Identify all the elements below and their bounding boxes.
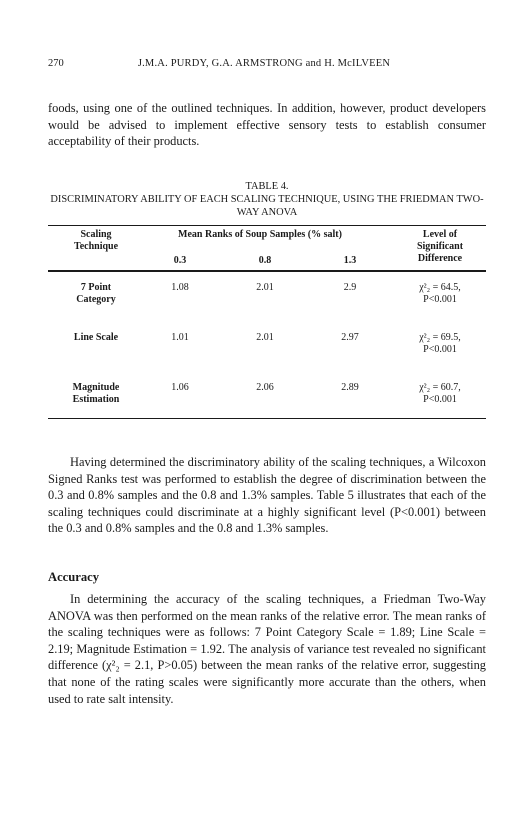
running-title: J.M.A. PURDY, G.A. ARMSTRONG and H. McILVEEN: [137, 58, 391, 69]
body-paragraph: In determining the accuracy of the scaling techniques, a Friedman Two-Way ANOVA was then performed on the mean ranks of the relative error. The mean ranks of the scaling techniques were as follows: 7 Point Category Scale = 1.89; Line Scale = 2.19; Magnitude Estimation = 1.92. The analysis of variance test revealed no significant difference (χ²₂ = 2.1, P>0.05) between the mean ranks of the relative error, suggesting that none of the rating scales were significantly more accurate than the others, when used to rate salt intensity.: [48, 592, 486, 706]
table-cell: 1.08: [171, 282, 189, 293]
table-cell: 1.01: [171, 332, 189, 343]
body-paragraph: Having determined the discriminatory ability of the scaling techniques, a Wilcoxon Signed Ranks test was performed to establish the degree of discrimination between the 0.3 and 0.8% samples and the 0.8 and 1.3% samples. Table 5 illustrates that each of the scaling techniques could discriminate at a highly significant level (P<0.001) between the 0.3 and 0.8% samples and the 0.8 and 1.3% samples.: [48, 455, 486, 536]
col-header-mean-ranks: Mean Ranks of Soup Samples (% salt): [178, 229, 342, 240]
page-number: 270: [48, 58, 64, 69]
section-heading: Accuracy: [48, 570, 100, 584]
table-row-technique: Magnitude Estimation: [72, 382, 120, 405]
table-cell: 2.97: [341, 332, 359, 343]
table-cell-significance: χ²₂ = 64.5, P<0.001: [419, 282, 461, 305]
table-header-rule: [48, 270, 486, 272]
col-header-technique: Scaling Technique: [73, 229, 119, 252]
table-cell: 2.9: [343, 282, 357, 293]
table-row-technique: 7 Point Category: [76, 282, 116, 305]
table-cell: 1.06: [171, 382, 189, 393]
table-row-technique: Line Scale: [73, 332, 119, 343]
table-top-rule: [48, 225, 486, 226]
table-bottom-rule: [48, 418, 486, 419]
table-cell-significance: χ²₂ = 69.5, P<0.001: [419, 332, 461, 355]
table-cell: 2.01: [256, 332, 274, 343]
table-cell: 2.06: [256, 382, 274, 393]
table-cell: 2.01: [256, 282, 274, 293]
intro-paragraph: foods, using one of the outlined techniques. In addition, however, product developers would be advised to implement effective sensory tests to establish consumer acceptability of their products.: [48, 101, 486, 149]
col-header-sample-2: 0.8: [258, 255, 272, 266]
col-header-sample-3: 1.3: [343, 255, 357, 266]
page-header: [48, 58, 480, 74]
table-number: TABLE 4.: [245, 181, 289, 192]
table-title: DISCRIMINATORY ABILITY OF EACH SCALING TECHNIQUE, USING THE FRIEDMAN TWO-WAY ANOVA: [50, 194, 484, 218]
col-header-significance: Level of Significant Difference: [416, 229, 464, 264]
col-header-sample-1: 0.3: [173, 255, 187, 266]
table-cell-significance: χ²₂ = 60.7, P<0.001: [419, 382, 461, 405]
table-cell: 2.89: [341, 382, 359, 393]
